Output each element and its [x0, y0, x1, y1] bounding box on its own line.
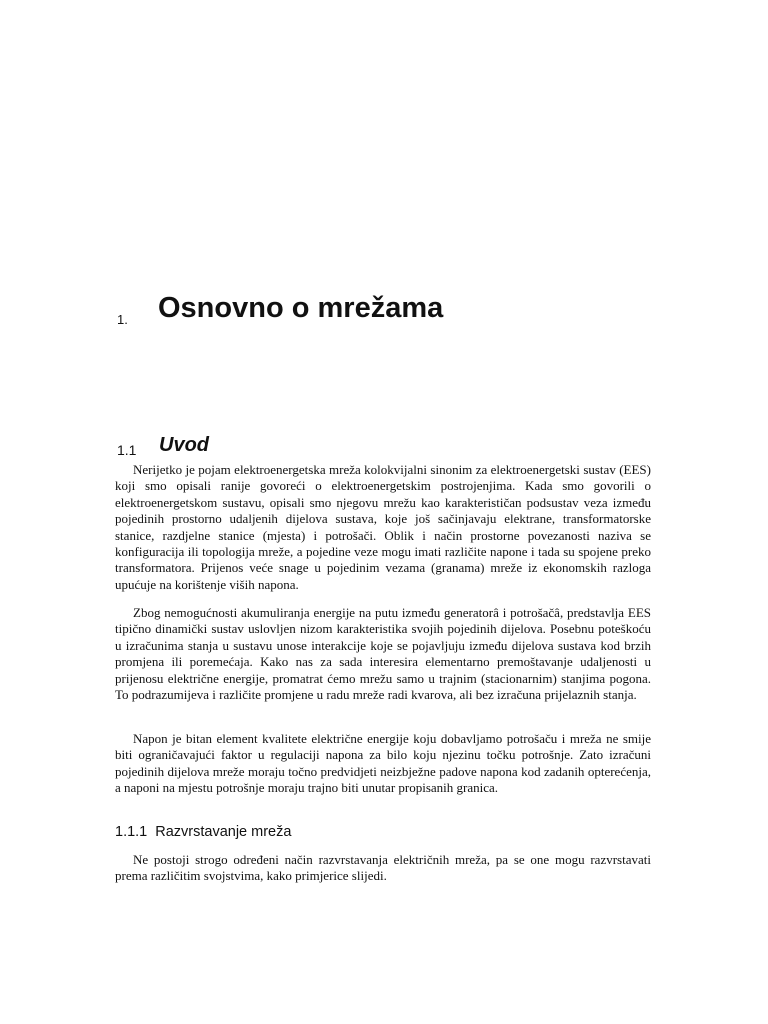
subsection-title: Razvrstavanje mreža — [155, 824, 292, 840]
subsection-heading — [115, 824, 655, 840]
section-title: Uvod — [159, 434, 209, 456]
section-number: 1.1 — [117, 442, 137, 458]
chapter-title: Osnovno o mrežama — [158, 292, 444, 324]
chapter-number: 1. — [117, 312, 128, 327]
paragraph: Ne postoji strogo određeni način razvrstavanja električnih mreža, pa se one mogu razvrstavati prema različitim svojstvima, kako primjerice slijedi. — [115, 852, 651, 884]
paragraph: Nerijetko je pojam elektroenergetska mreža kolokvijalni sinonim za elektroenergetski sustav (EES) koji smo opisali ranije govoreći o elektroenergetskim postrojenjima. Kada smo govorili o elektroenergetskom sustavu, opisali smo njegovu mrežu kao karakterističan podsustav veza između pojedinih prostorno udaljenih dijelova sustava, koje još sačinjavaju elektrane, transformatorske stanice, razdjelne stanice (mjesta) i potrošači. Oblik i način prostorne povezanosti naziva se konfiguracija ili topologija mreže, a pojedine veze mogu imati različite napone i tada su spojene preko transformatora. Prijenos veće snage u pojedinim vezama (granama) mreže iz ekonomskih razloga upućuje na korištenje viših napona. — [115, 462, 651, 592]
subsection-number: 1.1.1 — [115, 824, 148, 840]
paragraph: Napon je bitan element kvalitete električne energije koju dobavljamo potrošaču i mreža ne smije biti ograničavajući faktor u regulaciji napona za bilo koju njezinu točku potrošnje. Zato izračuni pojedinih dijelova mreže moraju točno predvidjeti neizbježne padove napona kod zadanih opterećenja, a naponi na mjestu potrošnje moraju trajno biti unutar propisanih granica. — [115, 731, 651, 796]
paragraph: Zbog nemogućnosti akumuliranja energije na putu između generatorâ i potrošačâ, predstavlja EES tipično dinamički sustav uslovljen nizom karakteristika svojih pojedinih dijelova. Posebnu poteškoću u izračunima stanja u sustavu unose interakcije koje se pojavljuju između dijelova sustava kod brzih promjena ili poremećaja. Kako nas za sada interesira elementarno premoštavanje udaljenosti u prijenosu električne energije, promatrat ćemo mrežu samo u trajnim (stacionarnim) stanjima pogona. To podrazumijeva i različite promjene u radu mreže radi kvarova, ali bez izračuna prijelaznih stanja. — [115, 605, 651, 703]
